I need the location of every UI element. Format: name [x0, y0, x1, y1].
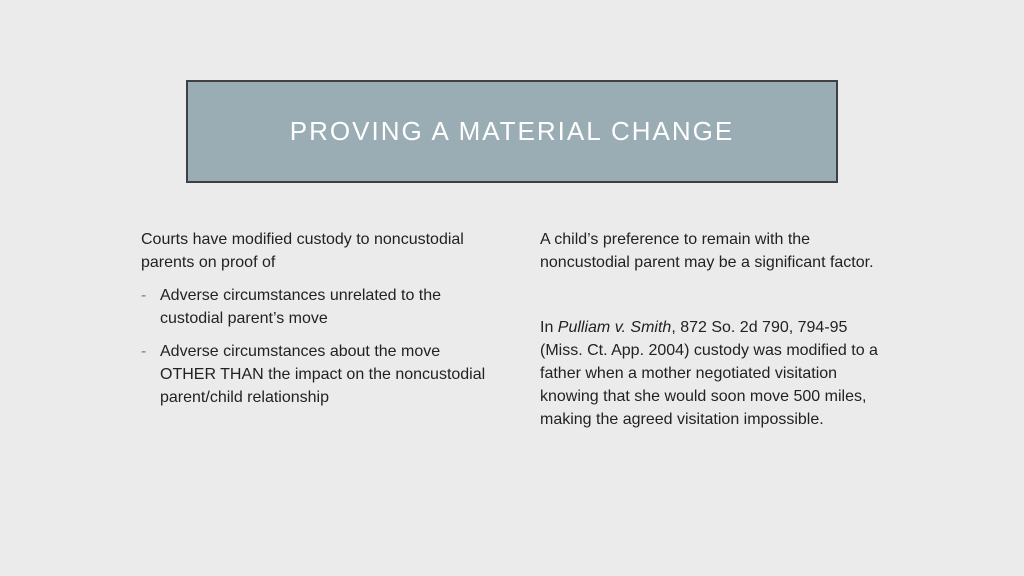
slide-title: PROVING A MATERIAL CHANGE	[289, 116, 735, 146]
right-column	[540, 228, 885, 431]
case-name: Pulliam v. Smith	[557, 319, 672, 336]
bullet-dash-icon: -	[141, 343, 147, 360]
bullet-text: Adverse circumstances about the move OTHER THAN the impact on the noncustodial parent/child relationship	[160, 343, 486, 406]
bullet-item	[141, 340, 486, 409]
left-intro-text: Courts have modified custody to noncustodial parents on proof of	[141, 231, 464, 271]
preference-text: A child’s preference to remain with the noncustodial parent may be a significant factor.	[540, 231, 874, 271]
bullet-list	[141, 284, 486, 409]
left-column	[141, 228, 486, 409]
bullet-text: Adverse circumstances unrelated to the custodial parent’s move	[160, 287, 442, 327]
bullet-dash-icon: -	[141, 287, 147, 304]
title-box	[186, 80, 838, 183]
case-prefix: In	[540, 319, 558, 336]
case-text: , 872 So. 2d 790, 794-95 (Miss. Ct. App. 2004) custody was modified to a father when a mother negotiated visitation knowing that she would soon move 500 miles, making the agreed visitation impossible.	[540, 319, 878, 428]
bullet-item	[141, 284, 486, 330]
case-citation-paragraph	[540, 316, 885, 431]
